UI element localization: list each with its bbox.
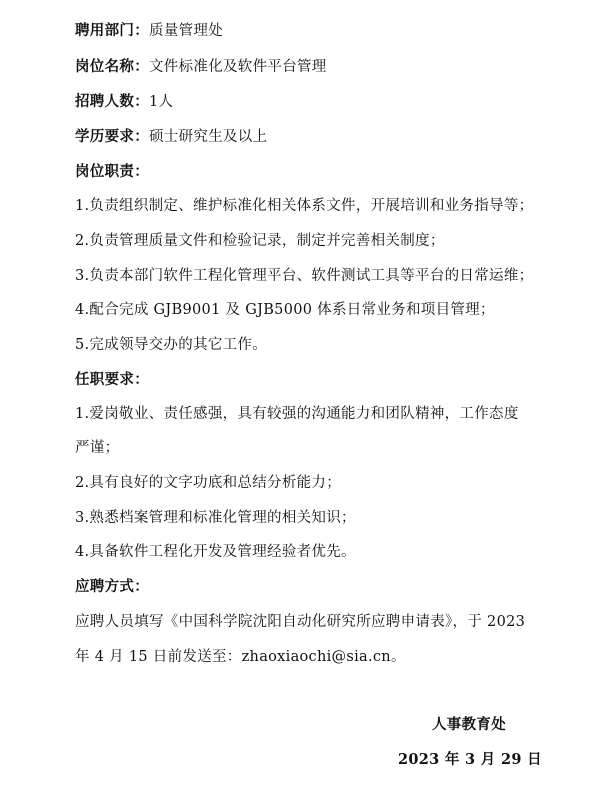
education-row bbox=[75, 127, 267, 147]
position-label: 岗位名称： bbox=[75, 58, 149, 75]
duties-heading: 岗位职责： bbox=[75, 163, 149, 180]
requirement-item-3: 3.熟悉档案管理和标准化管理的相关知识； bbox=[75, 510, 356, 526]
department-label: 聘用部门： bbox=[75, 22, 149, 39]
issuing-office: 人事教育处 bbox=[432, 716, 506, 733]
headcount-label: 招聘人数： bbox=[75, 93, 149, 110]
application-line-2: 年 4 月 15 日前发送至：zhaoxiaochi@sia.cn。 bbox=[75, 649, 406, 665]
headcount-row bbox=[75, 92, 173, 112]
requirement-item-2: 2.具有良好的文字功底和总结分析能力； bbox=[75, 475, 342, 491]
duty-item-3: 3.负责本部门软件工程化管理平台、软件测试工具等平台的日常运维； bbox=[75, 268, 534, 284]
duty-item-5: 5.完成领导交办的其它工作。 bbox=[75, 337, 268, 353]
department-value: 质量管理处 bbox=[149, 23, 223, 39]
requirement-item-1-line-2: 严谨； bbox=[75, 440, 120, 456]
requirement-item-4: 4.具备软件工程化开发及管理经验者优先。 bbox=[75, 544, 356, 560]
headcount-value: 1人 bbox=[149, 94, 174, 110]
education-value: 硕士研究生及以上 bbox=[149, 129, 268, 145]
duty-item-2: 2.负责管理质量文件和检验记录，制定并完善相关制度； bbox=[75, 233, 445, 249]
application-line-1: 应聘人员填写《中国科学院沈阳自动化研究所应聘申请表》，于 2023 bbox=[75, 614, 526, 630]
duty-item-4: 4.配合完成 GJB9001 及 GJB5000 体系日常业务和项目管理； bbox=[75, 302, 495, 318]
department-row bbox=[75, 21, 223, 41]
duty-item-1: 1.负责组织制定、维护标准化相关体系文件，开展培训和业务指导等； bbox=[75, 198, 534, 214]
position-row bbox=[75, 57, 327, 77]
education-label: 学历要求： bbox=[75, 128, 149, 145]
requirement-item-1-line-1: 1.爱岗敬业、责任感强，具有较强的沟通能力和团队精神，工作态度 bbox=[75, 406, 519, 422]
application-heading: 应聘方式： bbox=[75, 578, 149, 595]
issue-date: 2023 年 3 月 29 日 bbox=[398, 751, 542, 768]
position-value: 文件标准化及软件平台管理 bbox=[149, 59, 327, 75]
requirements-heading: 任职要求： bbox=[75, 371, 149, 388]
